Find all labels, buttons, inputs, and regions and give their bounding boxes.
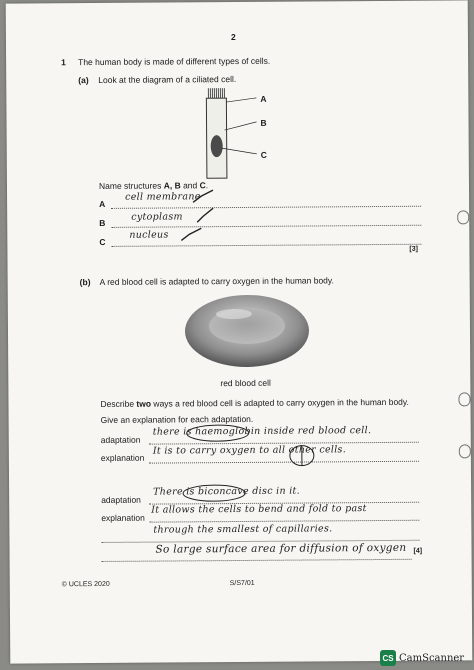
binding-mark-middle bbox=[458, 392, 470, 406]
camscanner-logo-icon: CS bbox=[380, 650, 396, 666]
part-a-prompt: Look at the diagram of a ciliated cell. bbox=[98, 74, 237, 85]
adaptation-1-label: adaptation bbox=[100, 434, 141, 445]
part-b-label: (b) bbox=[79, 277, 91, 288]
teacher-circle-1 bbox=[185, 423, 251, 443]
adaptation-2-answer: There is biconcave disc in it. bbox=[153, 485, 301, 498]
describe-instruction: Describe two ways a red blood cell is adapted to carry oxygen in the human body. bbox=[100, 396, 409, 409]
answer-c-letter: C bbox=[99, 236, 106, 247]
teacher-circle-2 bbox=[181, 483, 247, 503]
part-b-prompt: A red blood cell is adapted to carry oxygen in the human body. bbox=[99, 275, 334, 287]
explanation-2-line-1 bbox=[149, 520, 419, 523]
teacher-mark-1 bbox=[287, 443, 317, 467]
answer-a-letter: A bbox=[99, 198, 106, 209]
label-a: A bbox=[260, 93, 267, 104]
explanation-2-answer-line2: through the smallest of capillaries. bbox=[153, 523, 333, 536]
exam-page bbox=[6, 0, 473, 663]
answer-b-text: cytoplasm bbox=[131, 211, 183, 223]
explanation-2-answer-line3: So large surface area for diffusion of oxygen bbox=[155, 541, 407, 556]
question-intro: The human body is made of different types of cells. bbox=[78, 55, 271, 68]
part-a-label: (a) bbox=[78, 75, 89, 86]
part-b-marks: [4] bbox=[413, 547, 423, 555]
footer-copyright: © UCLES 2020 bbox=[61, 580, 110, 589]
red-blood-cell-image bbox=[182, 291, 313, 370]
answer-b-letter: B bbox=[99, 217, 106, 228]
answer-a-text: cell membrane bbox=[125, 191, 201, 203]
explanation-1-label: explanation bbox=[100, 452, 145, 463]
ciliated-cell-diagram bbox=[196, 84, 287, 185]
camscanner-brand: CamScanner bbox=[399, 652, 465, 664]
cilia bbox=[208, 88, 224, 98]
explanation-1-answer: It is to carry oxygen to all other cells. bbox=[152, 444, 347, 457]
explanation-2-label: explanation bbox=[101, 512, 145, 523]
explanation-2-line-3 bbox=[102, 559, 412, 562]
explanation-2-answer-line1: It allows the cells to bend and fold to past bbox=[151, 503, 367, 516]
page-number: 2 bbox=[230, 32, 236, 43]
tick-marks bbox=[157, 188, 217, 248]
adaptation-1-answer: there is haemoglobin inside red blood cell. bbox=[152, 425, 372, 438]
binding-mark-top bbox=[457, 210, 469, 224]
explain-instruction: Give an explanation for each adaptation. bbox=[100, 413, 254, 425]
answer-c-text: nucleus bbox=[129, 229, 169, 241]
label-b: B bbox=[260, 117, 267, 128]
rbc-caption: red blood cell bbox=[220, 377, 271, 389]
footer-code: S/S7/01 bbox=[229, 579, 255, 588]
adaptation-2-label: adaptation bbox=[101, 494, 141, 505]
camscanner-watermark bbox=[380, 648, 474, 668]
label-c: C bbox=[260, 149, 267, 160]
part-a-marks: [3] bbox=[409, 245, 419, 253]
binding-mark-bottom bbox=[459, 444, 471, 458]
question-number: 1 bbox=[61, 57, 66, 68]
part-a-instruction: Name structures A, B and C. bbox=[98, 180, 209, 191]
explanation-1-line bbox=[149, 461, 419, 464]
